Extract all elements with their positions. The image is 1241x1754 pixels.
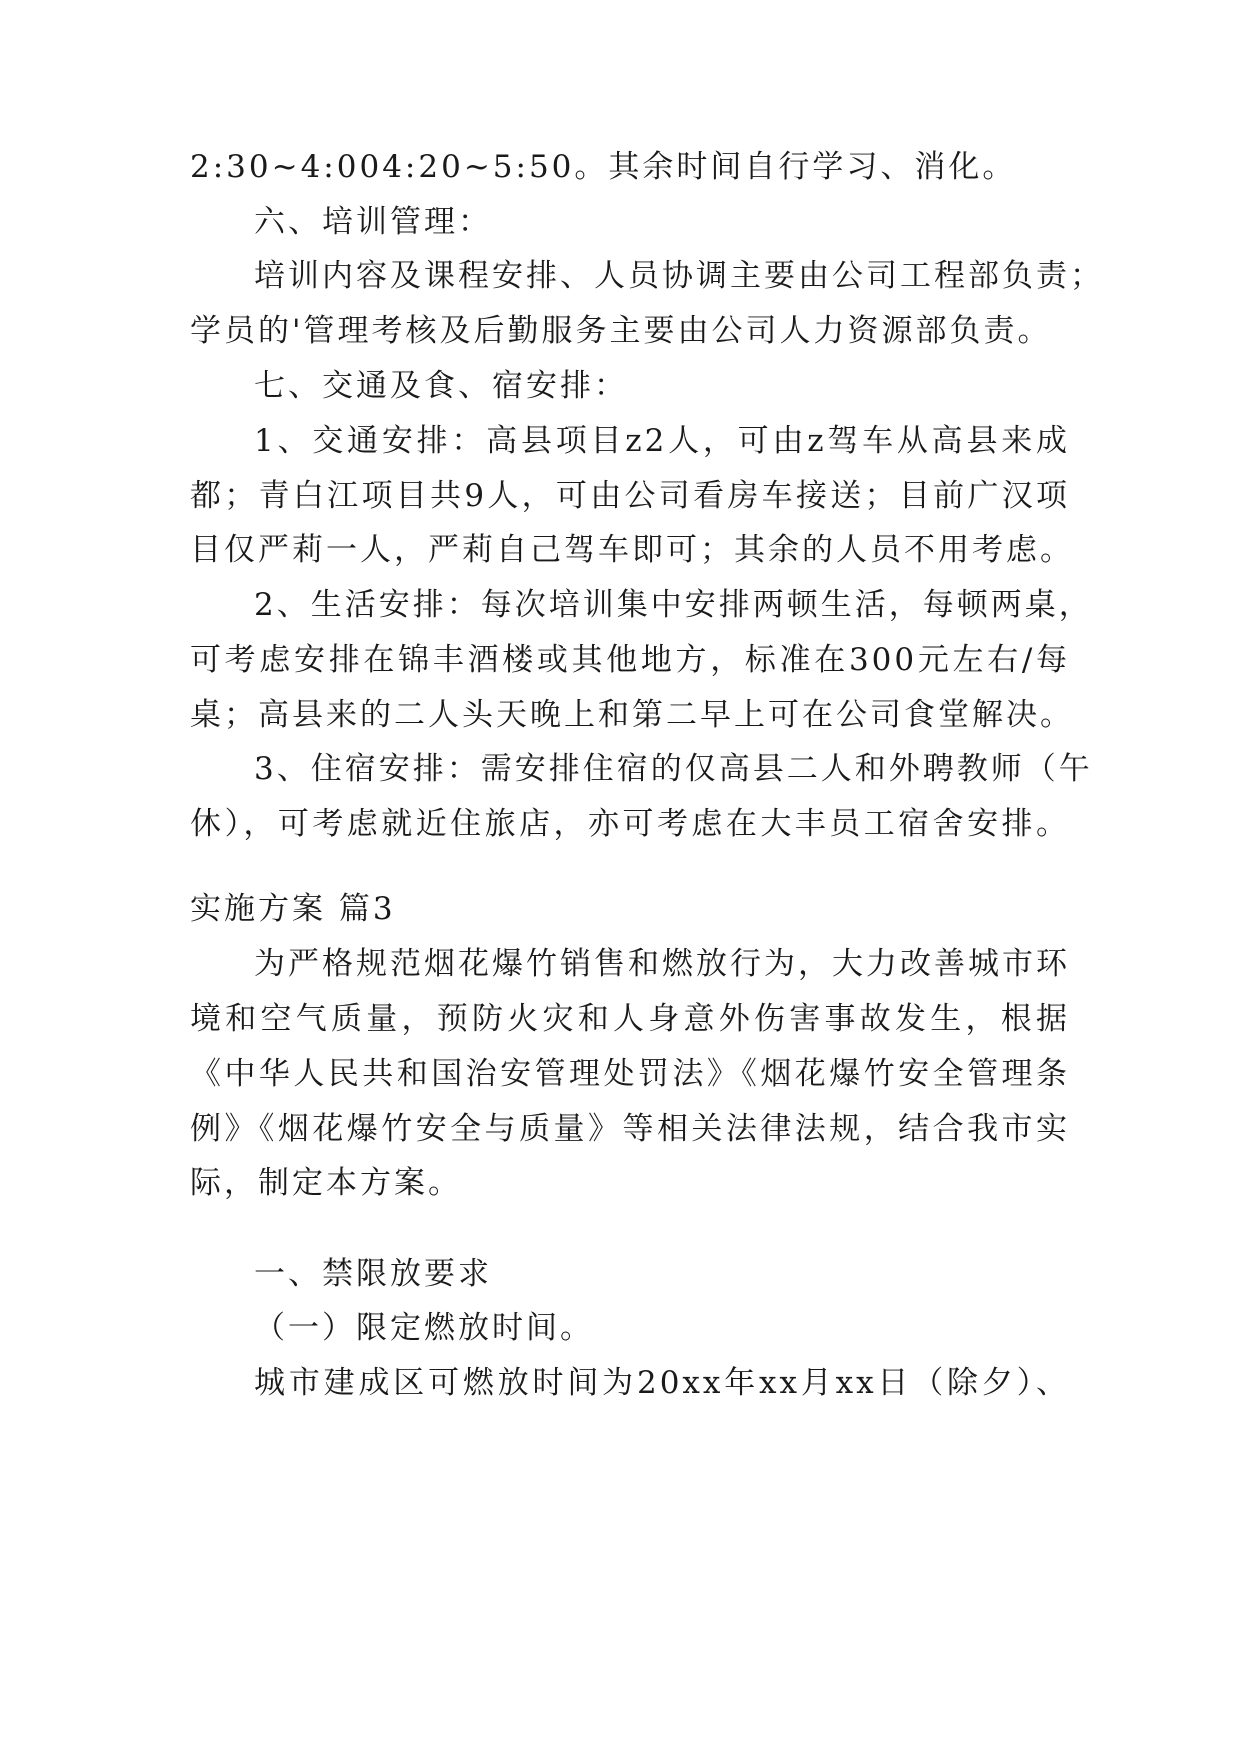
text-line: 都；青白江项目共9人，可由公司看房车接送；目前广汉项	[190, 478, 1070, 514]
text-line: 休），可考虑就近住旅店，亦可考虑在大丰员工宿舍安排。	[190, 806, 1070, 842]
text-line: 际，制定本方案。	[190, 1165, 462, 1201]
text-line: 《中华人民共和国治安管理处罚法》《烟花爆竹安全管理条	[190, 1056, 1070, 1092]
text-line: 2:30~4:004:20~5:50。其余时间自行学习、消化。	[190, 149, 1017, 185]
text-line: 桌；高县来的二人头天晚上和第二早上可在公司食堂解决。	[190, 697, 1074, 733]
text-line: 学员的'管理考核及后勤服务主要由公司人力资源部负责。	[190, 313, 1052, 349]
section-title: 实施方案 篇3	[190, 891, 396, 927]
text-line: 3、住宿安排：需安排住宿的仅高县二人和外聘教师（午	[254, 751, 1093, 787]
text-line: 可考虑安排在锦丰酒楼或其他地方，标准在300元左右/每	[190, 642, 1070, 678]
section-heading: 六、培训管理：	[254, 204, 492, 240]
text-line: 例》《烟花爆竹安全与质量》等相关法律法规，结合我市实	[190, 1111, 1070, 1147]
text-line: 2、生活安排：每次培训集中安排两顿生活，每顿两桌，	[254, 587, 1093, 623]
text-line: 培训内容及课程安排、人员协调主要由公司工程部负责；	[254, 258, 1104, 294]
text-line: 境和空气质量，预防火灾和人身意外伤害事故发生，根据	[190, 1001, 1070, 1037]
text-line: 为严格规范烟花爆竹销售和燃放行为，大力改善城市环	[254, 946, 1070, 982]
text-line: 1、交通安排：高县项目z2人，可由z驾车从高县来成	[254, 423, 1070, 459]
text-line: 目仅严莉一人，严莉自己驾车即可；其余的人员不用考虑。	[190, 532, 1074, 568]
text-line: 城市建成区可燃放时间为20xx年xx月xx日（除夕）、	[254, 1365, 1070, 1401]
subsection-heading: （一）限定燃放时间。	[254, 1310, 594, 1346]
section-heading: 七、交通及食、宿安排：	[254, 368, 628, 404]
section-heading: 一、禁限放要求	[254, 1256, 492, 1292]
